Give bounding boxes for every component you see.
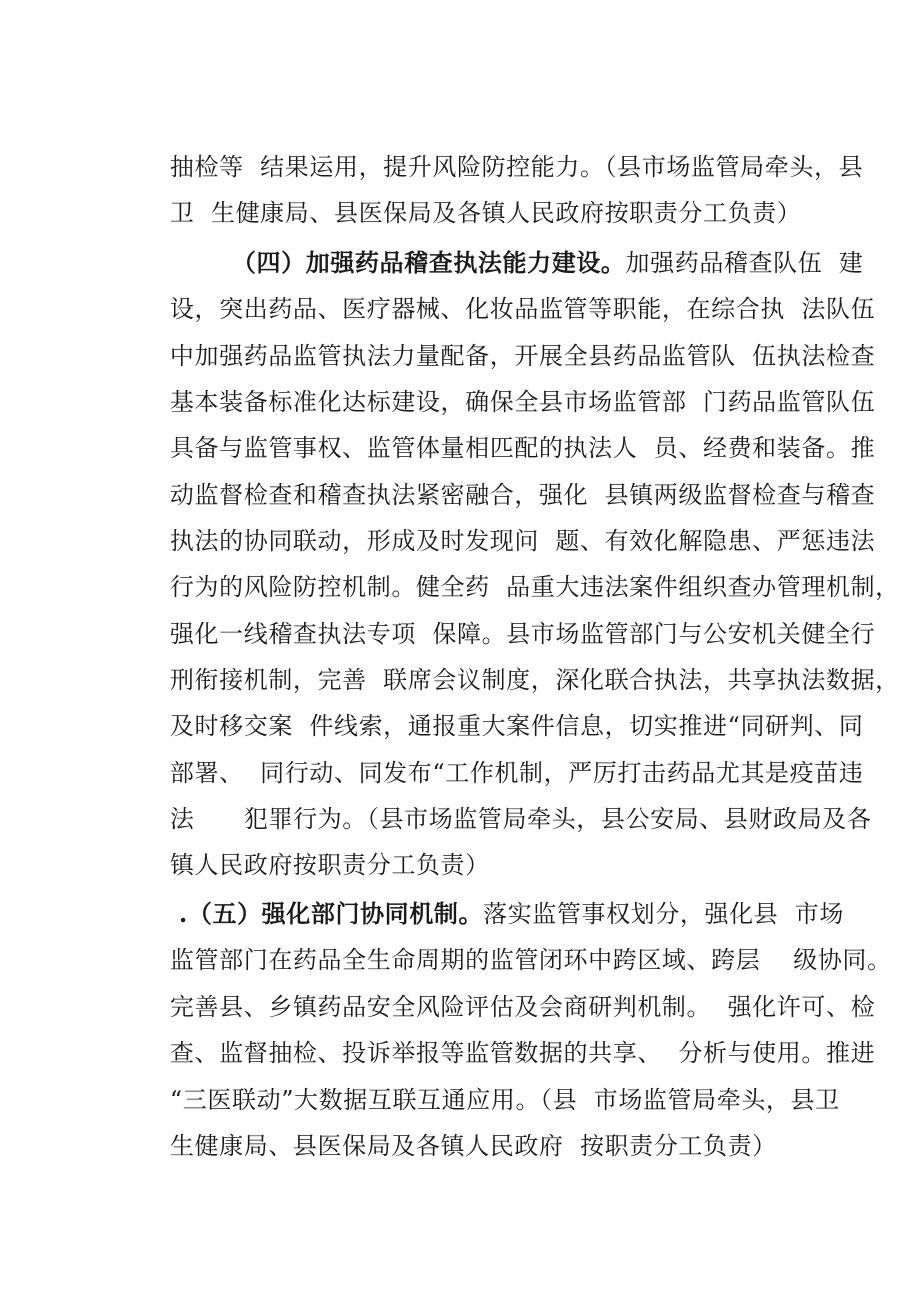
text-run: 基本装备标准化达标建设，确保全县市场监管部 门药品监管队伍 (169, 388, 876, 416)
text-run: 刑衔接机制，完善 联席会议制度，深化联合执法，共享执法数据， (169, 666, 900, 694)
text-line (137, 305, 876, 370)
text-line (137, 583, 876, 648)
text-line (137, 814, 490, 879)
text-line (137, 116, 864, 181)
text-run: 部署、 同行动、同发布“工作机制，严厉打击药品尤其是疫苗违 (169, 759, 864, 787)
text-line (137, 258, 876, 323)
text-run: 强化一线稽查执法专项 保障。县市场监管部门与公安机关健全行 (169, 620, 876, 648)
text-run: 监管部门在药品全生命周期的监管闭环中跨区域、跨层 级协同。 (169, 946, 892, 974)
text-run: 执法的协同联动，形成及时发现问 题、有效化解隐患、严惩违法 (169, 527, 876, 555)
text-run: 行为的风险防控机制。健全药 品重大违法案件组织查办管理机制， (169, 573, 900, 601)
text-run: 查、监督抽检、投诉举报等监管数据的共享、 分析与使用。推进 (169, 1039, 876, 1067)
text-line (137, 490, 876, 555)
text-run: 动监督检查和稽查执法紧密融合，强化 县镇两级监督检查与稽查 (169, 481, 876, 509)
section-heading-line (146, 863, 844, 928)
text-line (137, 722, 864, 787)
section-heading: .（五）强化部门协同机制。 (178, 899, 484, 928)
text-line (137, 444, 876, 509)
text-line (137, 1049, 840, 1114)
text-line (137, 768, 872, 833)
text-run: 法 犯罪行为。（县市场监管局牵头，县公安局、县财政局及各 (169, 805, 872, 833)
text-run: 抽检等 结果运用，提升风险防控能力。（县市场监管局牵头，县 (169, 153, 864, 181)
text-line (137, 351, 876, 416)
text-line (137, 162, 802, 227)
text-line (137, 956, 876, 1021)
text-line (137, 909, 892, 974)
text-line (137, 1002, 876, 1067)
text-line (137, 1095, 777, 1160)
section-heading-line (199, 212, 864, 277)
text-line (137, 397, 876, 462)
text-run: 具备与监管事权、监管体量相匹配的执法人 员、经费和装备。推 (169, 434, 876, 462)
section-heading: （四）加强药品稽查执法能力建设。 (231, 248, 626, 277)
text-run: 镇人民政府按职责分工负责） (169, 851, 490, 879)
text-run: 完善县、乡镇药品安全风险评估及会商研判机制。 强化许可、检 (169, 993, 876, 1021)
text-line (137, 675, 864, 740)
text-run: 及时移交案 件线索，通报重大案件信息，切实推进“同研判、同 (169, 712, 864, 740)
text-run: 加强药品稽查队伍 建 (625, 249, 864, 277)
text-run: “三医联动”大数据互联互通应用。（县 市场监管局牵头，县卫 (169, 1086, 840, 1114)
text-run: 生健康局、县医保局及各镇人民政府 按职责分工负责） (169, 1132, 777, 1160)
text-run: 落实监管事权划分，强化县 市场 (483, 900, 844, 928)
text-run: 设，突出药品、医疗器械、化妆品监管等职能，在综合执 法队伍 (169, 295, 876, 323)
text-run: 中加强药品监管执法力量配备，开展全县药品监管队 伍执法检查 (169, 342, 876, 370)
text-line (137, 536, 900, 601)
text-line (137, 629, 900, 694)
text-run: 卫 生健康局、县医保局及各镇人民政府按职责分工负责） (169, 199, 802, 227)
